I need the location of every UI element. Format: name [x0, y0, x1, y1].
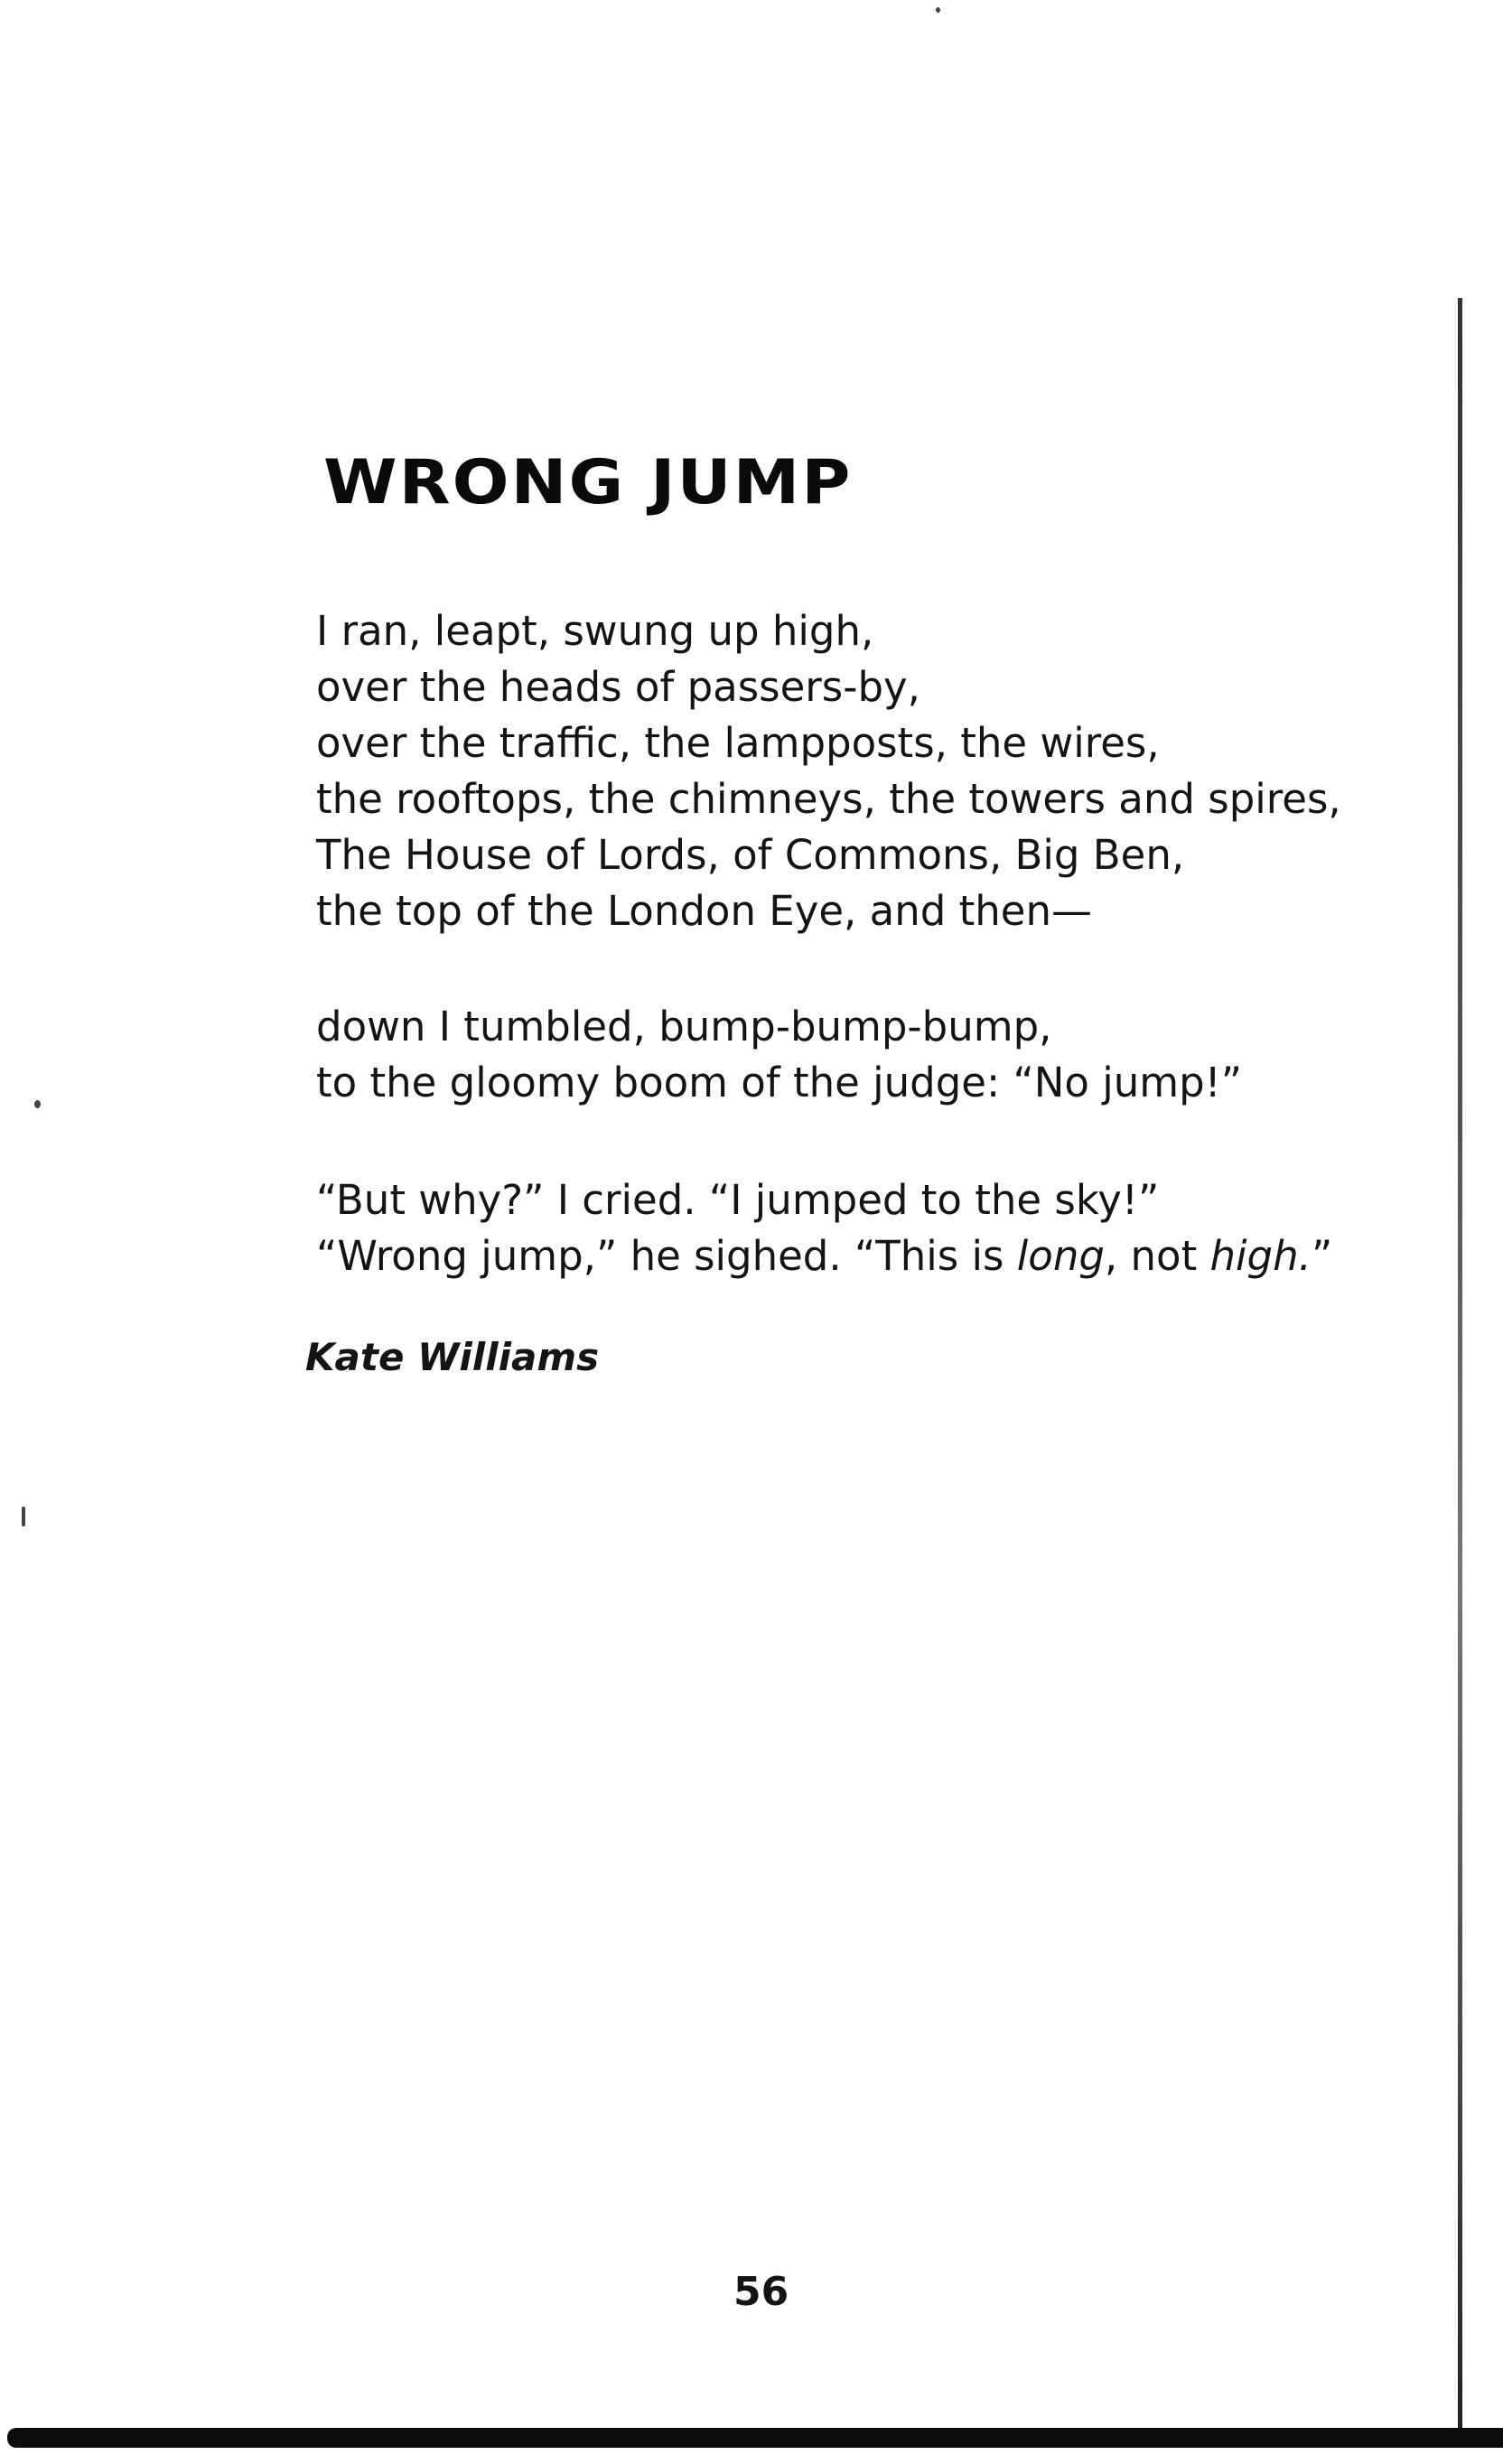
poem-author: Kate Williams [305, 1335, 600, 1379]
poem-line: I ran, leapt, swung up high, [316, 607, 874, 655]
stanza-1 [316, 603, 1341, 939]
scan-speck [22, 1507, 25, 1526]
poem-line: to the gloomy boom of the judge: “No jump!” [316, 1059, 1243, 1106]
poem-line: the top of the London Eye, and then— [316, 887, 1092, 935]
poem-line: over the traffic, the lampposts, the wires, [316, 719, 1160, 767]
poem-line: “Wrong jump,” he sighed. “This is long, not high.” [316, 1232, 1333, 1280]
page-bottom-edge [7, 2428, 1503, 2448]
poem-title: WRONG JUMP [323, 446, 853, 518]
emphasis: long [1016, 1232, 1105, 1280]
page-number: 56 [733, 2269, 789, 2315]
stanza-3 [316, 1172, 1332, 1284]
poem-line: down I tumbled, bump-bump-bump, [316, 1003, 1052, 1050]
poem-line: “But why?” I cried. “I jumped to the sky!” [316, 1176, 1160, 1224]
scan-speck [34, 1100, 41, 1108]
emphasis: high. [1209, 1232, 1312, 1280]
poem-line: the rooftops, the chimneys, the towers and spires, [316, 775, 1341, 823]
poem-line: The House of Lords, of Commons, Big Ben, [316, 831, 1185, 879]
page-edge-shadow [1458, 298, 1462, 2430]
stanza-2 [316, 999, 1242, 1111]
scan-speck [936, 7, 940, 13]
poem-line: over the heads of passers-by, [316, 663, 920, 711]
